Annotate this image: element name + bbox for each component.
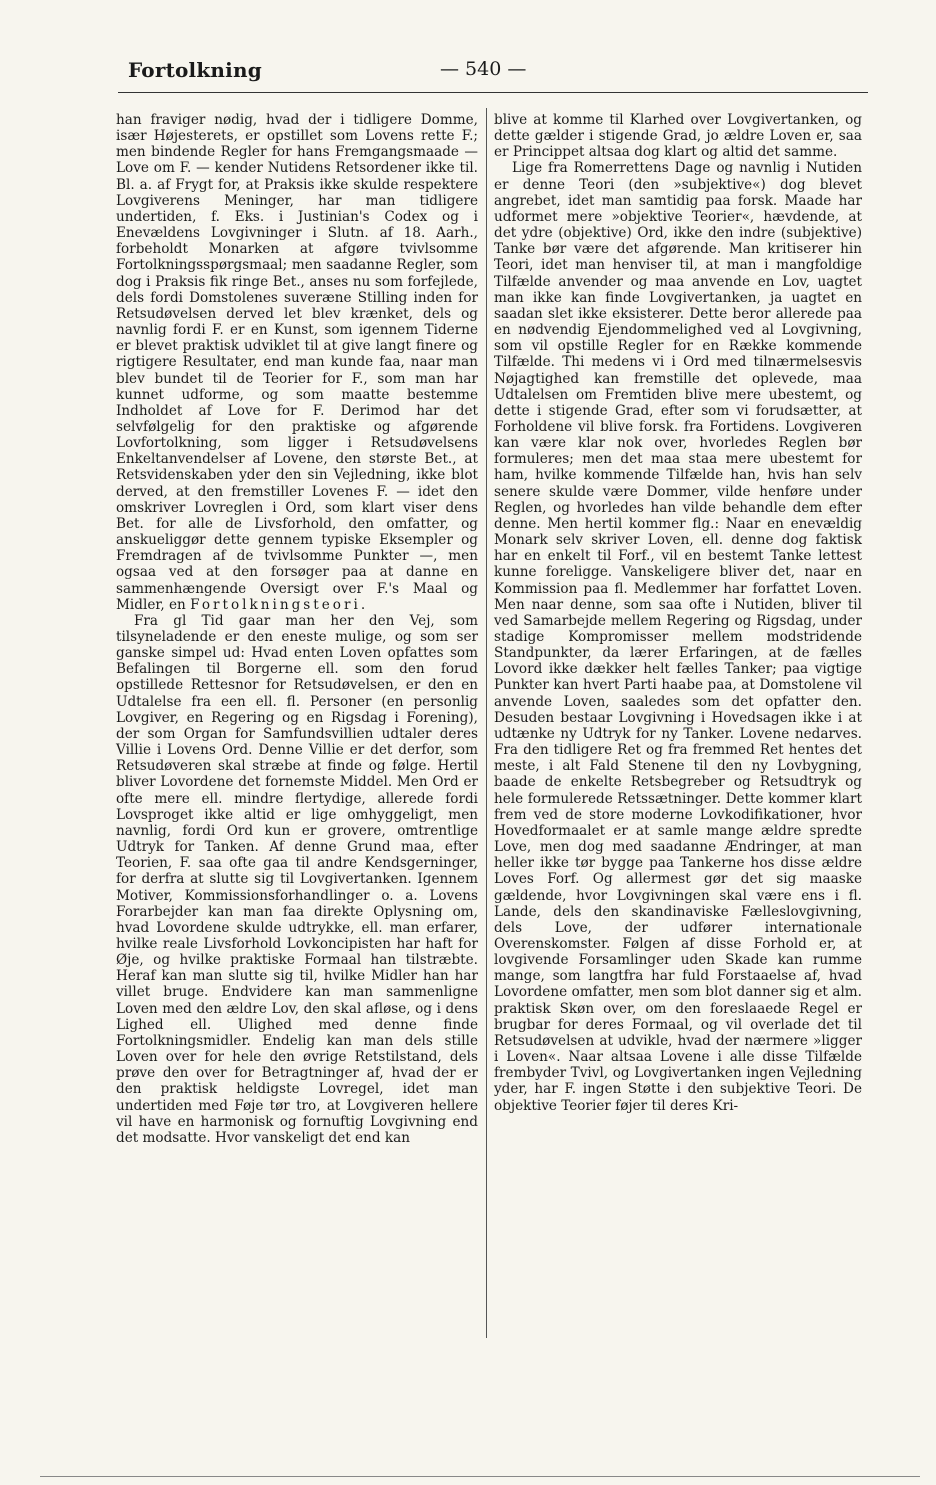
running-head-title: Fortolkning [128, 58, 262, 82]
column-divider [486, 108, 487, 1338]
page-number: — 540 — [440, 58, 527, 80]
right-paragraph-2: Lige fra Romerrettens Dage og navnlig i Nutiden er denne Teori (den »subjektive«) dog blevet angrebet, idet man samtidig paa forsk. Maade har udformet mere »objektive Teorier«, hævdende, at det ydre (objektive) Ord, ikke den indre (subjektive) Tanke bør være det afgørende. Man kritiserer hin Teori, idet man henviser til, at man i mangfoldige Tilfælde anvender og maa anvende en Lov, uagtet man ikke kan finde Lovgivertanken, ja uagtet en saadan slet ikke eksisterer. Dette beror allerede paa en nødvendig Ejendommelighed ved al Lovgivning, som vil opstille Regler for en Række kommende Tilfælde. Thi medens vi i Ord med tilnærmelsesvis Nøjagtighed kan fremstille det oplevede, maa Udtalelsen om Fremtiden blive mere ubestemt, og dette i stigende Grad, efter som vi forudsætter, at Forholdene vil blive forsk. fra Fortidens. Lovgiveren kan være klar nok over, hvorledes Reglen bør formuleres; men det maa staa mere ubestemt for ham, hvilke kommende Tilfælde han, hvis han selv senere skulde være Dommer, vilde henføre under Reglen, og hvorledes han vilde behandle dem efter denne. Men hertil kommer flg.: Naar en enevældig Monark selv skriver Loven, ell. denne dog faktisk har en enkelt til Forf., vil en bestemt Tanke lettest kunne foreligge. Vanskeligere bliver det, naar en Kommission paa fl. Medlemmer har forfattet Loven. Men naar denne, som saa ofte i Nutiden, bliver til ved Samarbejde mellem Regering og Rigsdag, under stadige Kompromisser mellem modstridende Standpunkter, da lærer Erfaringen, at de fælles Lovord ikke dækker helt fælles Tanker; paa vigtige Punkter kan hvert Parti haabe paa, at Domstolene vil anvende Loven, saaledes som det opfatter den. Desuden bestaar Lovgivning i Hovedsagen ikke i at udtænke ny Udtryk for ny Tanker. Lovene nedarves. Fra den tidligere Ret og fra fremmed Ret hentes det meste, i alt Fald Stenene til den ny Lovbygning, baade de enkelte Retsbegreber og Retsudtryk og hele formulerede Retssætninger. Dette kommer klart frem ved de store moderne Lovkodifikationer, hvor Hovedformaalet er at samle mange ældre spredte Love, men dog med saadanne Ændringer, at man heller ikke tør bygge paa Tankerne hos disse ældre Loves Forf. Og allermest gør det sig maaske gældende, hvor Lovgivningen skal være ens i fl. Lande, dels den skandinaviske Fælleslovgivning, dels Love, der udfører internationale Overenskomster. Følgen af disse Forhold er, at lovgivende Forsamlinger uden Skade kan rumme mange, som langtfra har fuld Forstaaelse af, hvad Lovordene omfatter, men som blot danner sig et alm. praktisk Skøn over, om den foreslaaede Regel er brugbar for deres Formaal, og vil overlade det til Retsudøvelsen at udvikle, hvad der nærmere »ligger i Loven«. Naar altsaa Lovene i alle disse Tilfælde frembyder Tvivl, og Lovgivertanken ingen Vejledning yder, har F. ingen Støtte i den subjektive Teori. De objektive Teorier føjer til deres Kri- [494, 160, 862, 1114]
header-rule [118, 92, 868, 93]
right-paragraph-1: blive at komme til Klarhed over Lovgivertanken, og dette gælder i stigende Grad, jo ældre Loven er, saa er Princippet altsaa dog klart og altid det samme. [494, 112, 862, 161]
left-paragraph-2: Fra gl Tid gaar man her den Vej, som tilsyneladende er den eneste mulige, og som ser ganske simpel ud: Hvad enten Loven opfattes som Befalingen til Borgerne ell. som den forud opstillede Rettesnor for Retsudøvelsen, er den en Udtalelse fra een ell. fl. Personer (en personlig Lovgiver, en Regering og en Rigsdag i Forening), der som Organ for Samfundsvillien udtaler deres Villie i Lovens Ord. Denne Villie er det derfor, som Retsudøveren skal stræbe at finde og følge. Hertil bliver Lovordene det fornemste Middel. Men Ord er ofte mere ell. mindre flertydige, allerede fordi Lovsproget ikke altid er lige omhyggeligt, men navnlig, fordi Ord kun er grovere, omtrentlige Udtryk for Tanken. Af denne Grund maa, efter Teorien, F. saa ofte gaa til andre Kendsgerninger, for derfra at slutte sig til Lovgivertanken. Igennem Motiver, Kommissionsforhandlinger o. a. Lovens Forarbejder kan man faa direkte Oplysning om, hvad Lovordene skulde udtrykke, ell. man erfarer, hvilke reale Livsforhold Lovkoncipisten har haft for Øje, og hvilke praktiske Formaal han tilstræbte. Heraf kan man slutte sig til, hvilke Midler han har villet bruge. Endvidere kan man sammenligne Loven med den ældre Lov, den skal afløse, og i dens Lighed ell. Ulighed med denne finde Fortolkningsmidler. Endelig kan man dels stille Loven over for hele den øvrige Retstilstand, dels prøve den over for Betragtninger af, hvad der er den praktisk heldigste Lovregel, idet man undertiden med Føje tør tro, at Lovgiveren hellere vil have en harmonisk og fornuftig Lovgivning end det modsatte. Hvor vanskeligt det end kan [116, 612, 478, 1146]
left-paragraph-1-text: han fraviger nødig, hvad der i tidligere Domme, især Højesterets, er opstillet som Lovens rette F.; men bindende Regler for hans Fremgangsmaade — Love om F. — kender Nutidens Retsordener ikke til. Bl. a. af Frygt for, at Praksis ikke skulde respektere Lovgiverens Meninger, har man tidligere undertiden, f. Eks. i Justinian's Codex og i Enevældens Lovgivninger i Slutn. af 18. Aarh., forbeholdt Monarken at afgøre tvivlsomme Fortolkningsspørgsmaal; men saadanne Regler, som dog i Praksis fik ringe Bet., anses nu som forfejlede, dels fordi Domstolenes suveræne Stilling inden for Retsudøvelsen derved let blev krænket, dels og navnlig fordi F. er en Kunst, som igennem Tiderne er blevet praktisk udviklet til at give langt finere og rigtigere Resultater, end man kunde faa, naar man blev bundet til de Teorier for F., som man har kunnet udforme, og som maatte bestemme Indholdet af Love for F. Derimod har det selvfølgelig for den praktiske og afgørende Lovfortolkning, som ligger i Retsudøvelsens Enkeltanvendelser af Lovene, den største Bet., at Retsvidenskaben yder den sin Vejledning, ikke blot derved, at den fremstiller Lovenes F. — idet den omskriver Lovreglen i Ord, som klart viser dens Bet. for alle de Livsforhold, den omfatter, og anskueliggør dette gennem typiske Eksempler og Fremdragen af de tvivlsomme Punkter —, men ogsaa ved at den forsøger paa at danne en sammenhængende Oversigt over F.'s Maal og Midler, en [116, 112, 478, 613]
term-fortolkningsteori: Fortolkningsteori. [190, 596, 369, 613]
left-paragraph-1 [116, 112, 478, 613]
left-column [116, 112, 478, 1146]
page-bottom-edge [40, 1476, 920, 1477]
right-column [494, 112, 862, 1114]
